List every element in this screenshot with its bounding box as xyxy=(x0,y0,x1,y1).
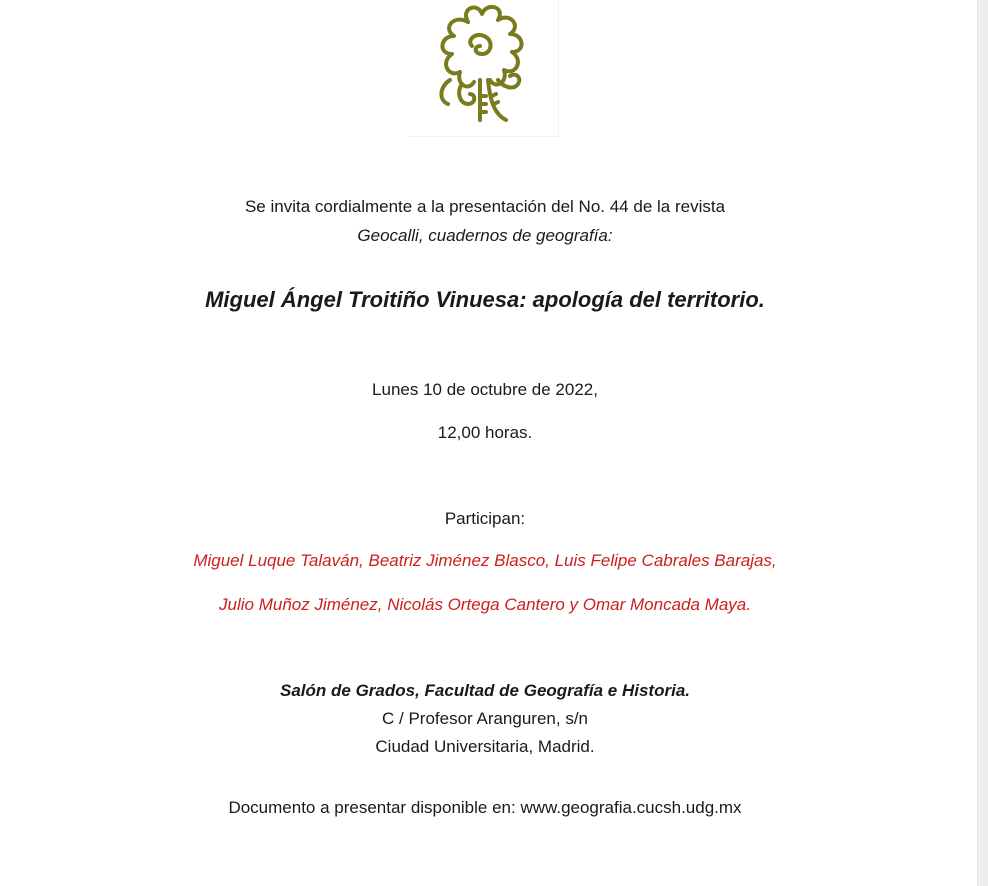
venue-name: Salón de Grados, Facultad de Geografía e Historia. xyxy=(280,681,690,700)
participants-heading: Participan: xyxy=(444,509,526,528)
geocalli-logo-icon xyxy=(410,0,558,136)
venue-address-1: C / Profesor Aranguren, s/n xyxy=(382,709,588,728)
participants-line-2: Julio Muñoz Jiménez, Nicolás Ortega Cantero y Omar Moncada Maya. xyxy=(219,595,751,614)
participants-line-1: Miguel Luque Talaván, Beatriz Jiménez Blasco, Luis Felipe Cabrales Barajas, xyxy=(193,551,777,570)
venue-address-2: Ciudad Universitaria, Madrid. xyxy=(375,737,595,756)
footer-link: Documento a presentar disponible en: www.geografia.cucsh.udg.mx xyxy=(228,798,742,817)
page-edge xyxy=(977,0,988,886)
event-time: 12,00 horas. xyxy=(437,423,533,442)
invite-line-1: Se invita cordialmente a la presentación del No. 44 de la revista xyxy=(244,197,726,216)
event-date: Lunes 10 de octubre de 2022, xyxy=(372,380,598,399)
logo xyxy=(410,0,559,137)
invite-line-2: Geocalli, cuadernos de geografía: xyxy=(357,226,613,245)
page-title: Miguel Ángel Troitiño Vinuesa: apología del territorio. xyxy=(205,287,765,312)
